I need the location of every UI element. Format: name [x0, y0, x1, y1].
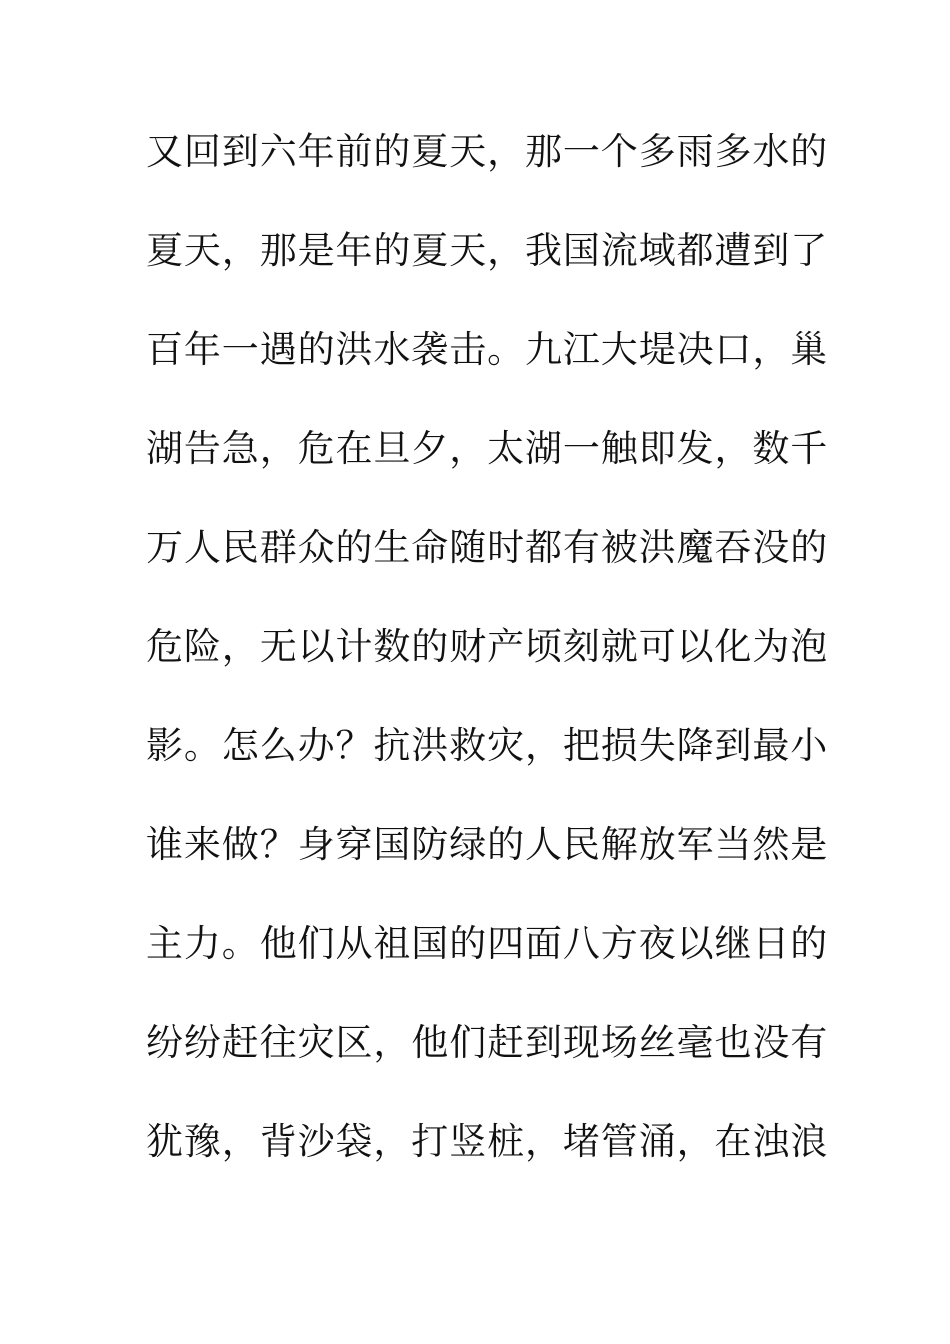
text-line: 主力。他们从祖国的四面八方夜以继日的	[146, 922, 829, 965]
text-line: 谁来做？身穿国防绿的人民解放军当然是	[146, 823, 829, 866]
text-line: 夏天，那是年的夏天，我国流域都遭到了	[146, 229, 829, 272]
text-line: 又回到六年前的夏天，那一个多雨多水的	[146, 130, 829, 173]
text-line: 纷纷赶往灾区，他们赶到现场丝毫也没有	[146, 1021, 829, 1064]
text-line: 危险，无以计数的财产顷刻就可以化为泡	[146, 625, 829, 668]
text-line: 万人民群众的生命随时都有被洪魔吞没的	[146, 526, 829, 569]
text-line: 百年一遇的洪水袭击。九江大堤决口，巢	[146, 328, 829, 371]
body-paragraph	[146, 120, 829, 1209]
text-line: 犹豫，背沙袋，打竖桩，堵管涌，在浊浪	[146, 1120, 829, 1163]
text-line: 湖告急，危在旦夕，太湖一触即发，数千	[146, 427, 829, 470]
text-line: 影。怎么办？抗洪救灾，把损失降到最小	[146, 724, 829, 767]
